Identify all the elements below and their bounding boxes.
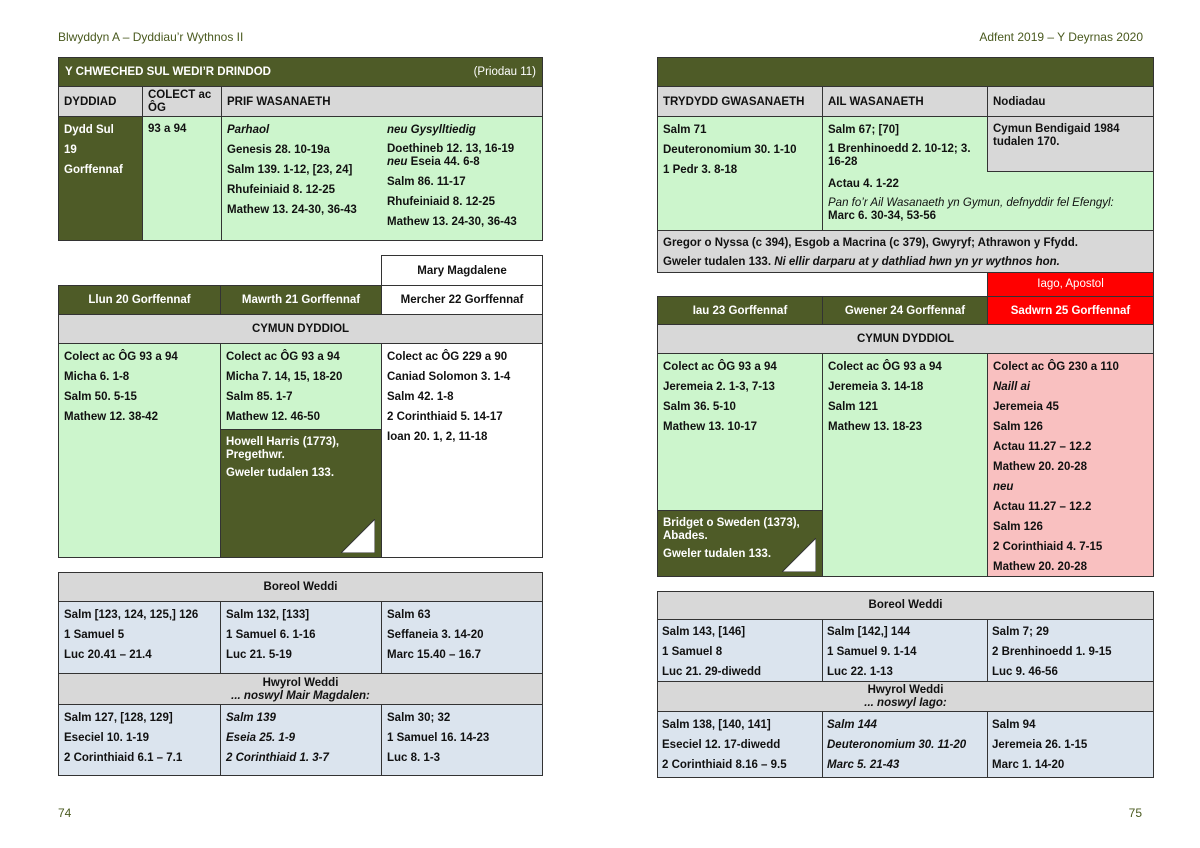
reading: neu Gysylltiedig bbox=[387, 124, 476, 136]
reading: Salm 94 bbox=[992, 719, 1036, 731]
page-corner-icon bbox=[782, 538, 816, 572]
hwyrol-weddi-right bbox=[657, 681, 1154, 712]
commem-ref: Gweler tudalen 133. bbox=[226, 467, 335, 479]
sunday-commemoration bbox=[657, 230, 1154, 273]
noswyl-note: ... noswyl Mair Magdalen: bbox=[231, 690, 370, 702]
hwyrol-title: Hwyrol Weddi bbox=[262, 677, 339, 689]
commem-text: Gregor o Nyssa (c 394), Esgob a Macrina (c 379), Gwyryf; Athrawon y Ffydd. bbox=[663, 237, 1078, 249]
day-header-sadwrn: Sadwrn 25 Gorffennaf bbox=[987, 296, 1154, 325]
reading: Mathew 20. 20-28 bbox=[993, 561, 1087, 573]
col-header-prif: PRIF WASANAETH bbox=[221, 86, 543, 117]
date-line: Dydd Sul bbox=[64, 124, 114, 136]
morning-mawrth bbox=[220, 601, 382, 674]
cymun-dyddiol-left: CYMUN DYDDIOL bbox=[58, 314, 543, 344]
reading: Eseciel 12. 17-diwedd bbox=[662, 739, 781, 751]
hwyrol-weddi-left bbox=[58, 673, 543, 705]
prif-parhaol bbox=[227, 123, 382, 223]
reading: Actau 11.27 – 12.2 bbox=[993, 441, 1092, 453]
boreol-weddi-right: Boreol Weddi bbox=[657, 591, 1154, 620]
page-number-left: 74 bbox=[58, 806, 72, 820]
running-header-left: Blwyddyn A – Dyddiau’r Wythnos II bbox=[58, 30, 244, 44]
hwyrol-title: Hwyrol Weddi bbox=[867, 684, 944, 696]
reading: Jeremeia 3. 14-18 bbox=[828, 381, 924, 393]
reading: Salm 127, [128, 129] bbox=[64, 712, 173, 724]
reading: Colect ac ÔG 93 a 94 bbox=[64, 351, 178, 363]
reading: Micha 7. 14, 15, 18-20 bbox=[226, 371, 343, 383]
evening-sadwrn bbox=[987, 711, 1154, 778]
reading: 2 Corinthiaid 8.16 – 9.5 bbox=[662, 759, 787, 771]
morning-llun bbox=[58, 601, 221, 674]
col-header-trydydd: TRYDYDD GWASANAETH bbox=[657, 86, 823, 117]
ail-note-reading: Marc 6. 30-34, 53-56 bbox=[828, 210, 937, 222]
commem-ref: Gweler tudalen 133. bbox=[663, 548, 772, 560]
reading: Salm 126 bbox=[993, 421, 1043, 433]
collect-value: 93 a 94 bbox=[148, 123, 187, 135]
day-header-iau: Iau 23 Gorffennaf bbox=[657, 296, 823, 325]
reading: 1 Samuel 16. 14-23 bbox=[387, 732, 490, 744]
reading: Colect ac ÔG 93 a 94 bbox=[663, 361, 777, 373]
evening-mawrth bbox=[220, 704, 382, 776]
reading: Salm 143, [146] bbox=[662, 626, 746, 638]
reading: 1 Samuel 6. 1-16 bbox=[226, 629, 316, 641]
reading: Salm 63 bbox=[387, 609, 431, 621]
reading: Caniad Solomon 3. 1-4 bbox=[387, 371, 511, 383]
reading: Salm 144 bbox=[827, 719, 877, 731]
sunday-collect-cell bbox=[142, 116, 222, 241]
ail-note bbox=[828, 197, 1148, 223]
evening-iau bbox=[657, 711, 823, 778]
evening-llun bbox=[58, 704, 221, 776]
reading: Jeremeia 2. 1-3, 7-13 bbox=[663, 381, 775, 393]
prif-gysylltiedig bbox=[387, 123, 542, 235]
reading: Salm 86. 11-17 bbox=[387, 176, 466, 188]
reading: 2 Corinthiaid 4. 7-15 bbox=[993, 541, 1103, 553]
commem-note: Ni ellir darparu at y dathliad hwn yn yr wythnos hon. bbox=[774, 256, 1060, 268]
reading: Salm 42. 1-8 bbox=[387, 391, 454, 403]
reading: Mathew 12. 38-42 bbox=[64, 411, 158, 423]
reading: Mathew 13. 24-30, 36-43 bbox=[227, 204, 357, 216]
readings-mercher bbox=[381, 343, 543, 558]
col-header-dyddiad: DYDDIAD bbox=[58, 86, 143, 117]
reading: Luc 20.41 – 21.4 bbox=[64, 649, 152, 661]
reading: Colect ac ÔG 229 a 90 bbox=[387, 351, 508, 363]
date-line: 19 bbox=[64, 144, 77, 156]
commem-name: Bridget o Sweden (1373), Abades. bbox=[663, 517, 800, 542]
morning-sadwrn bbox=[987, 619, 1154, 682]
reading: Salm 126 bbox=[993, 521, 1043, 533]
reading: Luc 21. 29-diwedd bbox=[662, 666, 762, 678]
reading: Ioan 20. 1, 2, 11-18 bbox=[387, 431, 488, 443]
reading: Deuteronomium 30. 11-20 bbox=[827, 739, 967, 751]
noswyl-note: ... noswyl Iago: bbox=[864, 697, 947, 709]
reading: 1 Brenhinoedd 2. 10-12; 3. 16-28 bbox=[828, 143, 971, 168]
evening-gwener bbox=[822, 711, 988, 778]
reading: Eseia 25. 1-9 bbox=[226, 732, 296, 744]
day-header-mawrth: Mawrth 21 Gorffennaf bbox=[220, 285, 382, 315]
readings-mawrth bbox=[220, 343, 382, 430]
day-header-llun: Llun 20 Gorffennaf bbox=[58, 285, 221, 315]
sunday-trydydd-cell bbox=[657, 116, 823, 231]
commem-howell-harris bbox=[220, 429, 382, 558]
day-header-gwener: Gwener 24 Gorffennaf bbox=[822, 296, 988, 325]
reading: Naill ai bbox=[993, 381, 1031, 393]
col-header-nodiadau: Nodiadau bbox=[987, 86, 1154, 117]
date-line: Gorffennaf bbox=[64, 164, 123, 176]
reading: Salm [123, 124, 125,] 126 bbox=[64, 609, 199, 621]
reading: 2 Brenhinoedd 1. 9-15 bbox=[992, 646, 1112, 658]
reading: 1 Samuel 8 bbox=[662, 646, 723, 658]
page-number-right: 75 bbox=[1128, 806, 1142, 820]
page-corner-icon bbox=[341, 519, 375, 553]
reading: Genesis 28. 10-19a bbox=[227, 144, 330, 156]
reading: Eseia 44. 6-8 bbox=[410, 156, 480, 168]
reading: 1 Samuel 5 bbox=[64, 629, 125, 641]
reading: Mathew 13. 10-17 bbox=[663, 421, 757, 433]
sunday-date-cell bbox=[58, 116, 143, 241]
reading: Luc 9. 46-56 bbox=[992, 666, 1058, 678]
reading: Colect ac ÔG 93 a 94 bbox=[828, 361, 942, 373]
reading: Marc 1. 14-20 bbox=[992, 759, 1065, 771]
reading: Luc 22. 1-13 bbox=[827, 666, 893, 678]
ail-readings bbox=[828, 123, 983, 197]
morning-iau bbox=[657, 619, 823, 682]
reading: Marc 5. 21-43 bbox=[827, 759, 900, 771]
reading: Salm 139 bbox=[226, 712, 276, 724]
reading: Salm 30; 32 bbox=[387, 712, 451, 724]
col-header-colect: COLECT ac ÔG bbox=[142, 86, 222, 117]
sunday-title-bar bbox=[58, 57, 543, 87]
readings-sadwrn bbox=[987, 353, 1154, 577]
reading: Salm 132, [133] bbox=[226, 609, 310, 621]
reading: Mathew 13. 24-30, 36-43 bbox=[387, 216, 517, 228]
sunday-title-note: (Priodau 11) bbox=[473, 66, 536, 78]
reading: Actau 11.27 – 12.2 bbox=[993, 501, 1092, 513]
reading: Salm 138, [140, 141] bbox=[662, 719, 771, 731]
readings-gwener bbox=[822, 353, 988, 577]
reading: Salm 85. 1-7 bbox=[226, 391, 293, 403]
reading: Salm 67; [70] bbox=[828, 124, 899, 136]
sunday-title-bar-right bbox=[657, 57, 1154, 87]
reading: 2 Corinthiaid 1. 3-7 bbox=[226, 752, 329, 764]
ail-note-text: Pan fo’r Ail Wasanaeth yn Gymun, defnyddir fel Efengyl: bbox=[828, 197, 1114, 209]
sunday-nodiadau-cell bbox=[987, 116, 1154, 172]
reading: Salm 36. 5-10 bbox=[663, 401, 736, 413]
reading: Mathew 13. 18-23 bbox=[828, 421, 922, 433]
boreol-weddi-left: Boreol Weddi bbox=[58, 572, 543, 602]
feast-iago: Iago, Apostol bbox=[987, 272, 1154, 297]
reading: Salm 50. 5-15 bbox=[64, 391, 137, 403]
reading: Salm 71 bbox=[663, 124, 707, 136]
reading: Mathew 20. 20-28 bbox=[993, 461, 1087, 473]
reading: Doethineb 12. 13, 16-19 bbox=[387, 143, 515, 155]
reading: Colect ac ÔG 230 a 110 bbox=[993, 361, 1119, 373]
col-header-ail: AIL WASANAETH bbox=[822, 86, 988, 117]
reading: Jeremeia 26. 1-15 bbox=[992, 739, 1088, 751]
commem-name: Howell Harris (1773), Pregethwr. bbox=[226, 436, 340, 461]
reading: Salm 139. 1-12, [23, 24] bbox=[227, 164, 353, 176]
evening-mercher bbox=[381, 704, 543, 776]
reading: Marc 15.40 – 16.7 bbox=[387, 649, 481, 661]
reading: neu bbox=[993, 481, 1014, 493]
readings-llun bbox=[58, 343, 221, 558]
reading: 1 Samuel 9. 1-14 bbox=[827, 646, 917, 658]
reading: neu bbox=[387, 156, 408, 168]
reading: Salm 7; 29 bbox=[992, 626, 1049, 638]
reading: Actau 4. 1-22 bbox=[828, 178, 899, 190]
readings-iau bbox=[657, 353, 823, 511]
reading: Rhufeiniaid 8. 12-25 bbox=[387, 196, 496, 208]
reading: Colect ac ÔG 93 a 94 bbox=[226, 351, 340, 363]
morning-mercher bbox=[381, 601, 543, 674]
reading: 1 Pedr 3. 8-18 bbox=[663, 164, 738, 176]
nodiadau-text: Cymun Bendigaid 1984 tudalen 170. bbox=[993, 123, 1120, 148]
reading: Salm [142,] 144 bbox=[827, 626, 911, 638]
reading: Luc 8. 1-3 bbox=[387, 752, 441, 764]
reading: Jeremeia 45 bbox=[993, 401, 1059, 413]
reading: 2 Corinthiaid 5. 14-17 bbox=[387, 411, 503, 423]
morning-gwener bbox=[822, 619, 988, 682]
reading: Micha 6. 1-8 bbox=[64, 371, 130, 383]
reading: Mathew 12. 46-50 bbox=[226, 411, 320, 423]
reading: Luc 21. 5-19 bbox=[226, 649, 292, 661]
reading: Eseciel 10. 1-19 bbox=[64, 732, 150, 744]
cymun-dyddiol-right: CYMUN DYDDIOL bbox=[657, 324, 1154, 354]
reading: Parhaol bbox=[227, 124, 270, 136]
reading: Rhufeiniaid 8. 12-25 bbox=[227, 184, 336, 196]
sunday-prif-cell bbox=[221, 116, 543, 241]
commem-bridget bbox=[657, 510, 823, 577]
day-header-mercher: Mercher 22 Gorffennaf bbox=[381, 285, 543, 315]
reading: 2 Corinthiaid 6.1 – 7.1 bbox=[64, 752, 183, 764]
reading: Deuteronomium 30. 1-10 bbox=[663, 144, 797, 156]
feast-mary-magdalene: Mary Magdalene bbox=[381, 255, 543, 286]
sunday-title: Y CHWECHED SUL WEDI’R DRINDOD bbox=[65, 66, 271, 78]
reading: Salm 121 bbox=[828, 401, 878, 413]
reading: Seffaneia 3. 14-20 bbox=[387, 629, 484, 641]
commem-ref: Gweler tudalen 133. bbox=[663, 256, 772, 268]
running-header-right: Adfent 2019 – Y Deyrnas 2020 bbox=[979, 30, 1143, 44]
